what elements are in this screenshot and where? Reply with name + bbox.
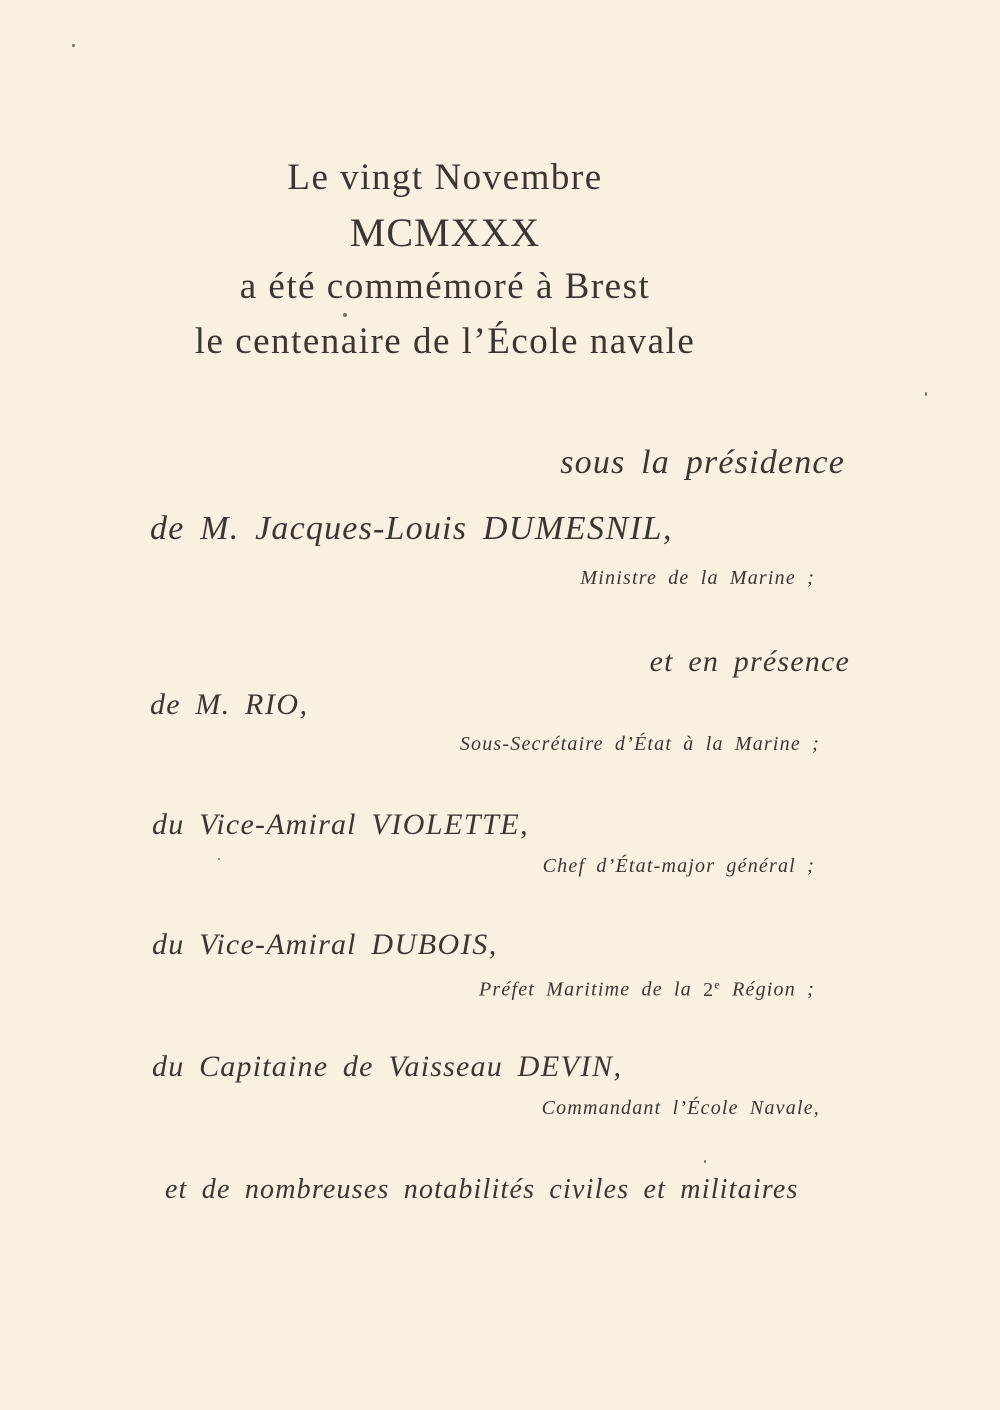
attendee-title (479, 977, 815, 1002)
presence-intro: et en présence (649, 645, 850, 678)
attendee-name: DEVIN, (517, 1050, 623, 1083)
attendee-title: Sous-Secrétaire d’État à la Marine ; (459, 733, 820, 755)
attendee-prefix: du Vice-Amiral (152, 928, 357, 961)
attendee-name: VIOLETTE, (371, 808, 530, 841)
heading-commemoration: a été commémoré à Brest (239, 266, 651, 307)
attendee-prefix: du Vice-Amiral (152, 808, 357, 841)
paper-speck (343, 313, 347, 317)
paper-speck (925, 392, 927, 396)
heading-year: MCMXXX (349, 210, 541, 255)
paper-speck (704, 1160, 706, 1163)
closing-line: et de nombreuses notabilités civiles et militaires (165, 1174, 799, 1205)
attendee-title: Chef d’État-major général ; (542, 855, 815, 877)
attendee-violette (152, 808, 529, 842)
attendee-name: RIO, (245, 688, 309, 721)
region-number: 2e (703, 977, 721, 1001)
heading-centenary: le centenaire de l’École navale (194, 321, 696, 362)
attendee-title: Commandant l’École Navale, (541, 1097, 820, 1119)
attendee-prefix: du Capitaine de Vaisseau (152, 1050, 503, 1083)
president-line (150, 510, 673, 548)
title-text: Préfet Maritime de la (479, 978, 692, 1001)
ordinal-suffix: e (714, 977, 721, 991)
president-prefix: de M. Jacques-Louis (150, 510, 468, 547)
attendee-rio (150, 688, 309, 722)
attendee-devin (152, 1050, 622, 1084)
president-name: DUMESNIL, (482, 510, 673, 547)
paper-speck (218, 858, 220, 860)
title-text: Région ; (732, 978, 815, 1001)
president-title: Ministre de la Marine ; (580, 567, 815, 589)
heading-date: Le vingt Novembre (287, 157, 603, 198)
attendee-prefix: de M. (150, 688, 231, 721)
paper-speck (72, 44, 75, 47)
presidence-intro: sous la présidence (560, 444, 845, 481)
attendee-dubois (152, 928, 498, 962)
attendee-name: DUBOIS, (371, 928, 498, 961)
